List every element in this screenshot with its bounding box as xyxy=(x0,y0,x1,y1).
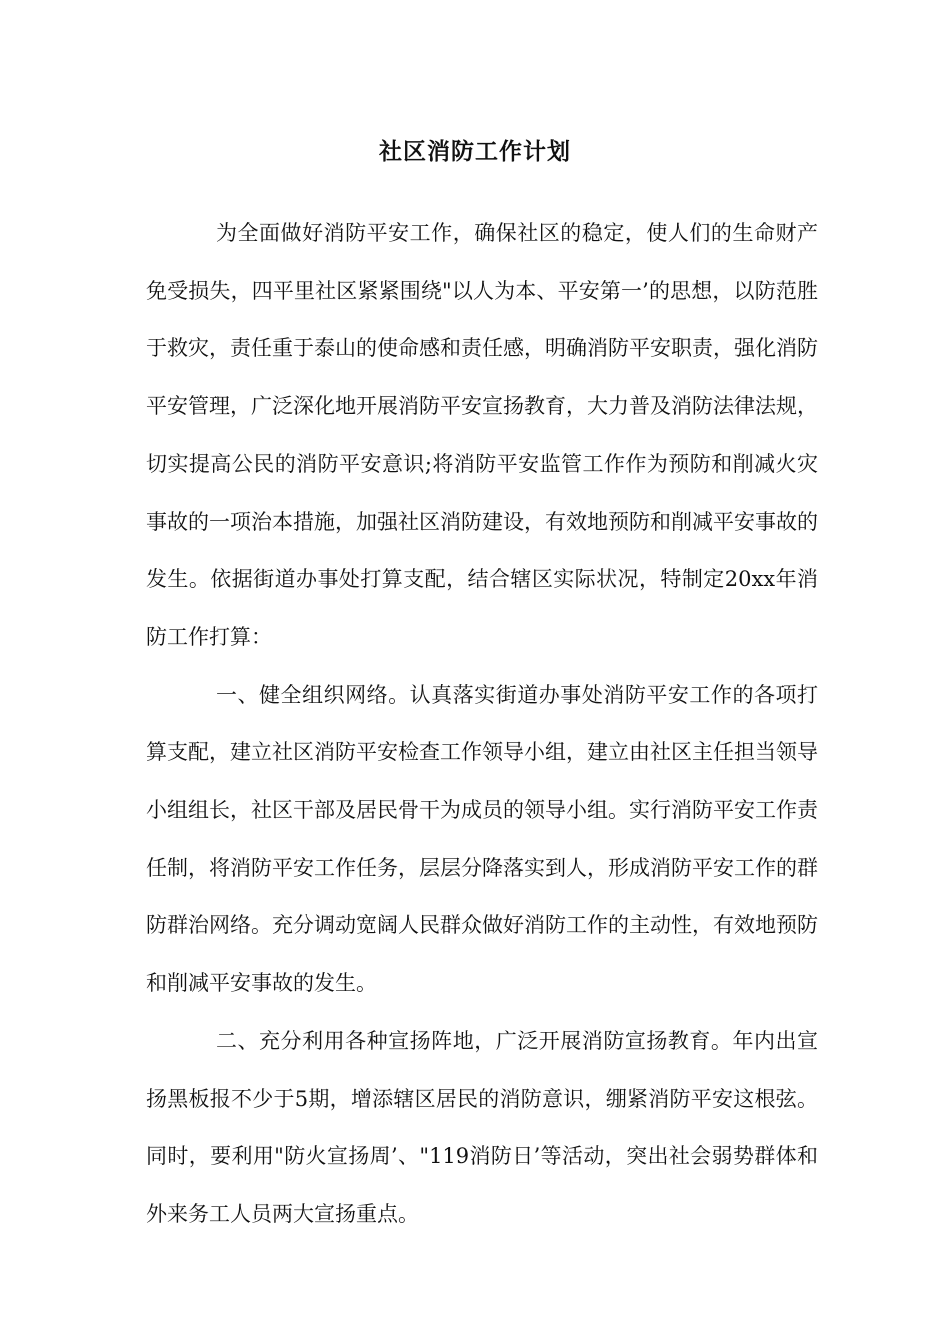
paragraph-section-1: 一、健全组织网络。认真落实街道办事处消防平安工作的各项打算支配，建立社区消防平安检查工作领导小组，建立由社区主任担当领导小组组长，社区干部及居民骨干为成员的领导小组。实行消防平安工作责任制，将消防平安工作任务，层层分降落实到人，形成消防平安工作的群防群治网络。充分调动宽阔人民群众做好消防工作的主动性，有效地预防和削减平安事故的发生。 xyxy=(146,682,818,996)
document-body xyxy=(146,205,818,1244)
paragraph-section-2: 二、充分利用各种宣扬阵地，广泛开展消防宣扬教育。年内出宣扬黑板报不少于5期，增添辖区居民的消防意识，绷紧消防平安这根弦。同时，要利用"防火宣扬周’、"119消防日’等活动，突出社会弱势群体和外来务工人员两大宣扬重点。 xyxy=(146,1028,818,1226)
document-title: 社区消防工作计划 xyxy=(379,138,571,165)
paragraph-intro: 为全面做好消防平安工作，确保社区的稳定，使人们的生命财产免受损失，四平里社区紧紧围绕"以人为本、平安第一’的思想，以防范胜于救灾，责任重于泰山的使命感和责任感，明确消防平安职责，强化消防平安管理，广泛深化地开展消防平安宣扬教育，大力普及消防法律法规，切实提高公民的消防平安意识;将消防平安监管工作作为预防和削减火灾事故的一项治本措施，加强社区消防建设，有效地预防和削减平安事故的发生。依据街道办事处打算支配，结合辖区实际状况，特制定20xx年消防工作打算： xyxy=(146,221,818,649)
